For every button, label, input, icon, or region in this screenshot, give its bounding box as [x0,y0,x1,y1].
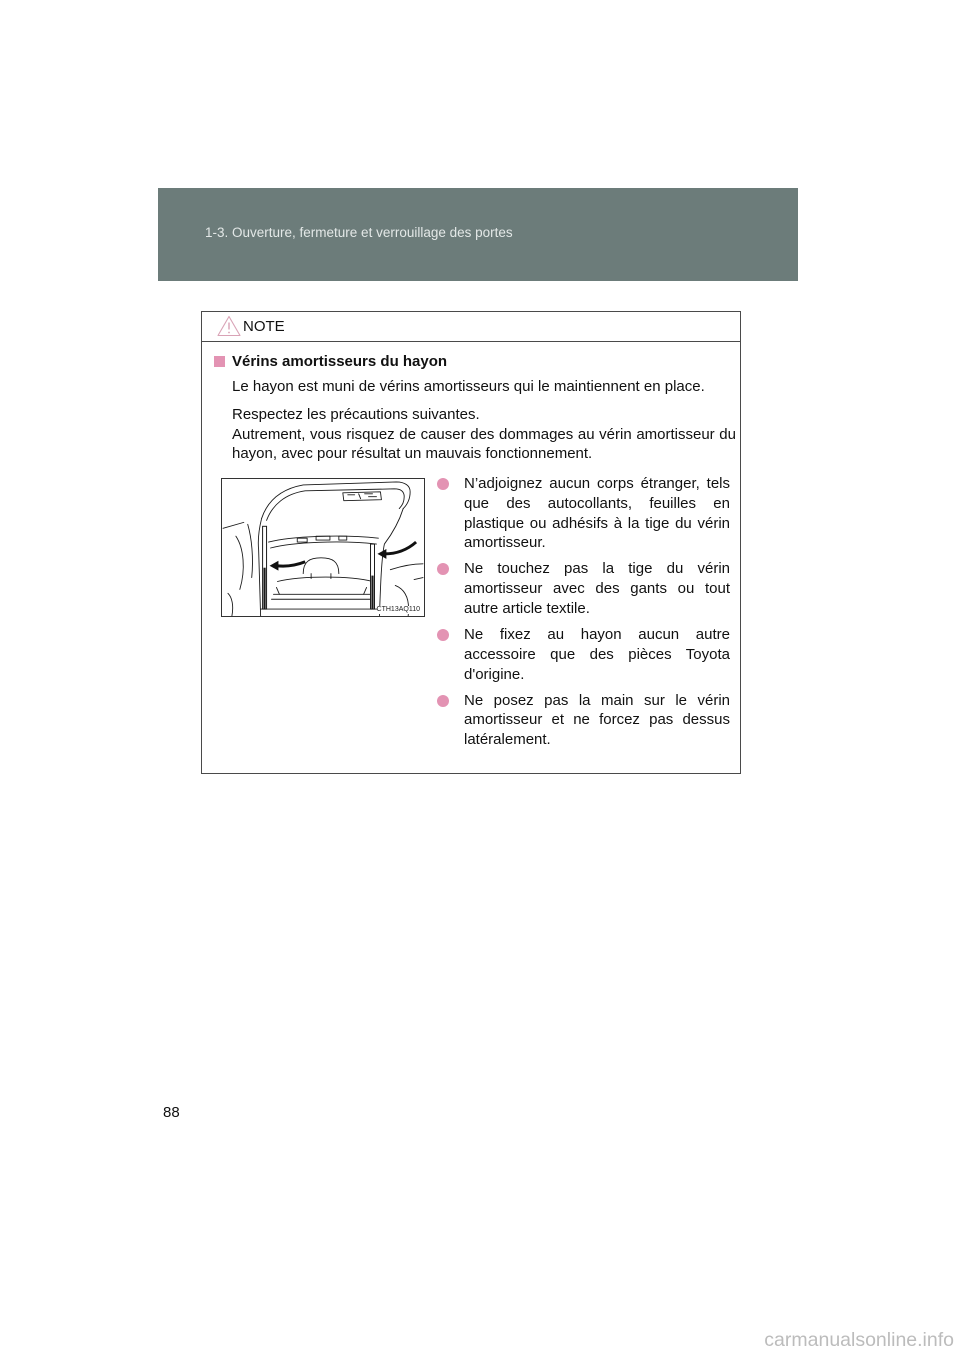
note-heading: Vérins amortisseurs du hayon [232,353,448,370]
warning-triangle-icon [217,315,241,337]
list-item-line: que des autocollants, feuilles en [464,494,730,512]
list-item-line: Ne touchez pas la tige du vérin [464,560,730,578]
list-item-line: d'origine. [464,665,525,683]
paragraph-line: Le hayon est muni de vérins amortisseurs qui le maintiennent en place. [232,378,705,395]
list-item-line: amortisseur. [464,534,546,552]
paragraph [232,377,736,397]
strut-rods [265,568,373,609]
curved-arrow-icon [270,542,417,571]
list-item-line: amortisseur et ne forcez pas dessus [464,711,730,729]
list-item-line: amortisseur avec des gants ou tout [464,580,730,598]
vehicle-outline [223,482,423,616]
gas-struts [263,526,375,609]
tailgate-strut-illustration [221,478,425,617]
note-header [202,312,740,342]
circle-bullet-icon [437,695,449,707]
precaution-list [464,474,730,750]
circle-bullet-icon [437,478,449,490]
list-item [464,691,730,750]
illustration-drawing [222,479,424,616]
page-number: 88 [163,1104,180,1121]
note-box [201,311,741,774]
list-item-line: autre article textile. [464,599,590,617]
list-item-line: plastique ou adhésifs à la tige du vérin [464,514,730,532]
circle-bullet-icon [437,629,449,641]
list-item-line: latéralement. [464,731,551,749]
list-item [464,625,730,684]
figure-code: CTH13AQ110 [376,606,420,613]
circle-bullet-icon [437,563,449,575]
section-title: 1-3. Ouverture, fermeture et verrouillage des portes [205,225,513,240]
list-item [464,474,730,553]
list-item-line: Ne posez pas la main sur le vérin [464,691,730,709]
square-bullet-icon [214,356,225,367]
list-item-line: accessoire que des pièces Toyota [464,645,730,663]
paragraph [232,405,736,464]
list-item [464,559,730,618]
paragraph-line: Respectez les précautions suivantes. [232,406,480,423]
list-item-line: Ne fixez au hayon aucun autre [464,625,730,643]
paragraph-line: Autrement, vous risquez de causer des dommages au vérin amortisseur du [232,425,736,443]
list-item-line: N’adjoignez aucun corps étranger, tels [464,475,730,492]
paragraph-line: hayon, avec pour résultat un mauvais fonctionnement. [232,445,593,463]
note-title: NOTE [243,318,285,335]
section-header-bar [158,188,798,281]
watermark: carmanualsonline.info [764,1329,954,1351]
